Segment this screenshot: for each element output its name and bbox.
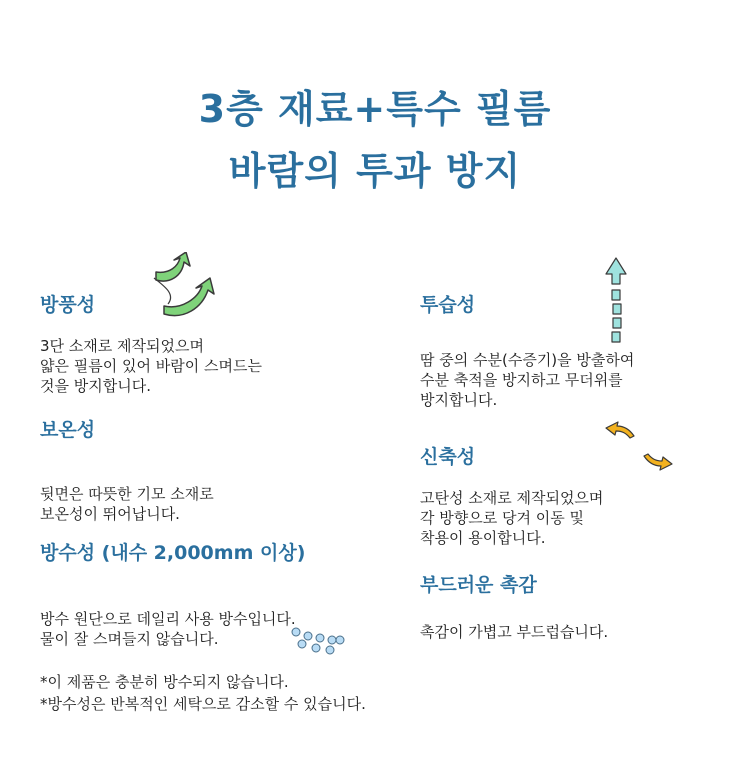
windproof-heading: 방풍성 [40, 294, 96, 316]
windproof-text: 3단 소재로 제작되었으며 얇은 필름이 있어 바람이 스며드는 것을 방지합니다. [40, 337, 262, 395]
warmth-text: 뒷면은 따뜻한 기모 소재로 보온성이 뛰어납니다. [40, 485, 214, 523]
warmth-heading: 보온성 [40, 419, 96, 441]
waterproof-heading: 방수성 (내수 2,000mm 이상) [40, 542, 306, 564]
soft-text: 촉감이 가볍고 부드럽습니다. [420, 623, 609, 641]
water-drops-icon [288, 624, 348, 656]
stretch-heading: 신축성 [420, 446, 476, 468]
note-not-fully-waterproof: *이 제품은 충분히 방수되지 않습니다. [40, 673, 289, 691]
soft-heading: 부드러운 촉감 [420, 574, 537, 596]
stretch-arrows-icon [604, 420, 674, 472]
page-subtitle: 바람의 투과 방지 [228, 149, 522, 193]
wind-arrows-icon [150, 252, 220, 324]
breathable-text: 땀 중의 수분(수증기)을 방출하여 수분 축적을 방지하고 무더위를 방지합니다. [420, 351, 635, 409]
breathable-heading: 투습성 [420, 294, 476, 316]
vapor-arrow-icon [604, 256, 634, 346]
page-title: 3층 재료+특수 필름 [198, 87, 552, 131]
waterproof-text: 방수 원단으로 데일리 사용 방수입니다. 물이 잘 스며들지 않습니다. [40, 610, 296, 648]
stretch-text: 고탄성 소재로 제작되었으며 각 방향으로 당겨 이동 및 착용이 용이합니다. [420, 489, 604, 547]
note-washing: *방수성은 반복적인 세탁으로 감소할 수 있습니다. [40, 695, 366, 713]
